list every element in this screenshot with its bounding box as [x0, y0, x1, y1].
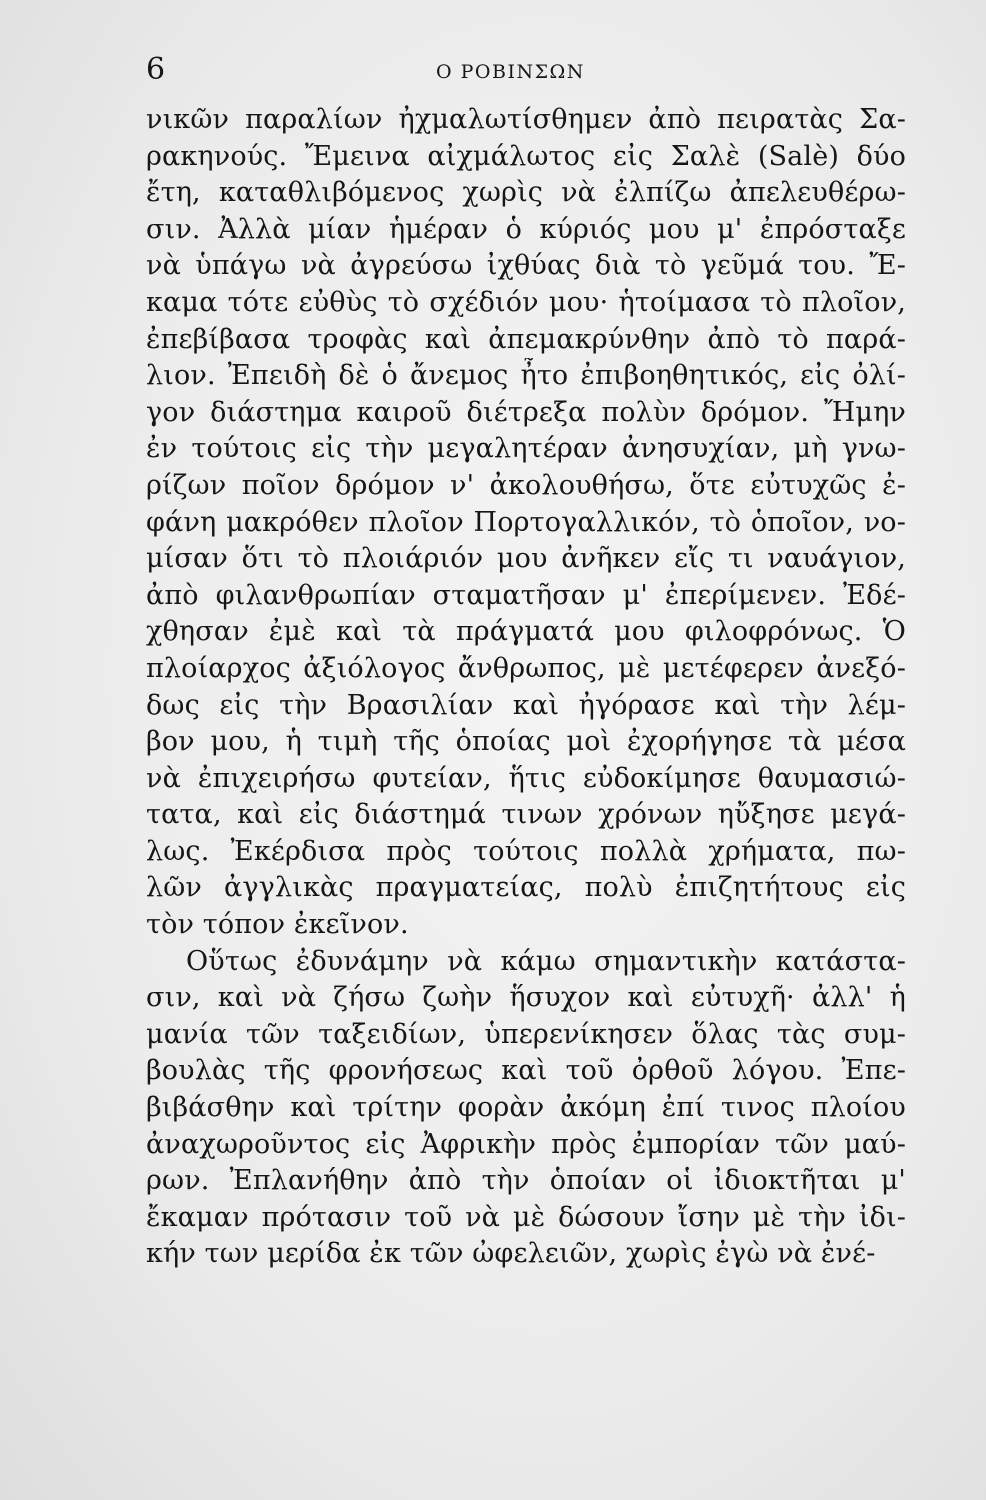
- text-line: τὸν τόπον ἐκεῖνον.: [146, 909, 409, 941]
- text-line: μίσαν ὅτι τὸ πλοιάριόν μου ἀνῆκεν εἴς τι ναυάγιον,: [146, 543, 906, 575]
- text-line: δως εἰς τὴν Βρασιλίαν καὶ ἠγόρασε καὶ τὴν λέμ-: [146, 689, 906, 721]
- text-line: νὰ ἐπιχειρήσω φυτείαν, ἥτις εὐδοκίμησε θαυμασιώ-: [146, 762, 906, 794]
- page-number: 6: [146, 52, 166, 87]
- text-line: ρακηνούς. Ἔμεινα αἰχμάλωτος εἰς Σαλὲ (Salè) δύο: [146, 140, 906, 172]
- text-line: χθησαν ἐμὲ καὶ τὰ πράγματά μου φιλοφρόνως. Ὁ: [146, 616, 906, 648]
- text-line: σιν. Ἀλλὰ μίαν ἡμέραν ὁ κύριός μου μ' ἐπρόσταξε: [146, 213, 906, 245]
- text-line: ἐπεβίβασα τροφὰς καὶ ἀπεμακρύνθην ἀπὸ τὸ παρά-: [146, 323, 906, 355]
- text-line: ἀναχωροῦντος εἰς Ἀφρικὴν πρὸς ἐμπορίαν τῶν μαύ-: [146, 1128, 906, 1160]
- text-line: λως. Ἐκέρδισα πρὸς τούτοις πολλὰ χρήματα, πω-: [146, 835, 906, 867]
- running-title: Ο ΡΟΒΙΝΣΩΝ: [436, 61, 585, 83]
- text-line: φάνη μακρόθεν πλοῖον Πορτογαλλικόν, τὸ ὁποῖον, νο-: [146, 506, 906, 538]
- text-line: ρίζων ποῖον δρόμον ν' ἀκολουθήσω, ὅτε εὐτυχῶς ἐ-: [146, 469, 906, 501]
- text-line: τατα, καὶ εἰς διάστημά τινων χρόνων ηὔξησε μεγά-: [146, 799, 906, 831]
- text-line: ἔτη, καταθλιβόμενος χωρὶς νὰ ἐλπίζω ἀπελευθέρω-: [146, 177, 906, 209]
- text-line: λῶν ἀγγλικὰς πραγματείας, πολὺ ἐπιζητήτους εἰς: [146, 872, 906, 904]
- page-header: [146, 50, 906, 90]
- text-line: λιον. Ἐπειδὴ δὲ ὁ ἄνεμος ἦτο ἐπιβοηθητικός, εἰς ὀλί-: [146, 360, 906, 392]
- text-line: Οὕτως ἐδυνάμην νὰ κάμω σημαντικὴν κατάστα-: [186, 945, 906, 977]
- text-line: ἐν τούτοις εἰς τὴν μεγαλητέραν ἀνησυχίαν, μὴ γνω-: [146, 433, 906, 465]
- paragraph: [146, 102, 912, 944]
- text-line: σιν, καὶ νὰ ζήσω ζωὴν ἥσυχον καὶ εὐτυχῆ· ἀλλ' ἡ: [146, 982, 906, 1014]
- text-line: βιβάσθην καὶ τρίτην φορὰν ἀκόμη ἐπί τινος πλοίου: [146, 1092, 906, 1124]
- text-line: ἔκαμαν πρότασιν τοῦ νὰ μὲ δώσουν ἴσην μὲ τὴν ἰδι-: [146, 1201, 906, 1233]
- text-line: γον διάστημα καιροῦ διέτρεξα πολὺν δρόμον. Ἤμην: [146, 396, 906, 428]
- paragraph: [146, 944, 912, 1273]
- text-line: βον μου, ἡ τιμὴ τῆς ὁποίας μοὶ ἐχορήγησε τὰ μέσα: [146, 726, 906, 758]
- text-line: καμα τότε εὐθὺς τὸ σχέδιόν μου· ἡτοίμασα τὸ πλοῖον,: [146, 286, 906, 318]
- text-line: ἀπὸ φιλανθρωπίαν σταματῆσαν μ' ἐπερίμενεν. Ἐδέ-: [146, 579, 906, 611]
- body-text: [146, 102, 912, 1273]
- text-line: νικῶν παραλίων ἠχμαλωτίσθημεν ἀπὸ πειρατὰς Σα-: [146, 104, 906, 135]
- text-line: πλοίαρχος ἀξιόλογος ἄνθρωπος, μὲ μετέφερεν ἀνεξό-: [146, 652, 906, 684]
- text-line: μανία τῶν ταξειδίων, ὑπερενίκησεν ὅλας τὰς συμ-: [146, 1018, 906, 1050]
- text-line: βουλὰς τῆς φρονήσεως καὶ τοῦ ὀρθοῦ λόγου. Ἐπε-: [146, 1055, 906, 1087]
- text-line: ρων. Ἐπλανήθην ἀπὸ τὴν ὁποίαν οἱ ἰδιοκτῆται μ': [146, 1165, 906, 1197]
- text-line: νὰ ὑπάγω νὰ ἀγρεύσω ἰχθύας διὰ τὸ γεῦμά του. Ἔ-: [146, 250, 906, 282]
- text-line: κήν των μερίδα ἐκ τῶν ὠφελειῶν, χωρὶς ἐγὼ νὰ ἐνέ-: [146, 1238, 876, 1270]
